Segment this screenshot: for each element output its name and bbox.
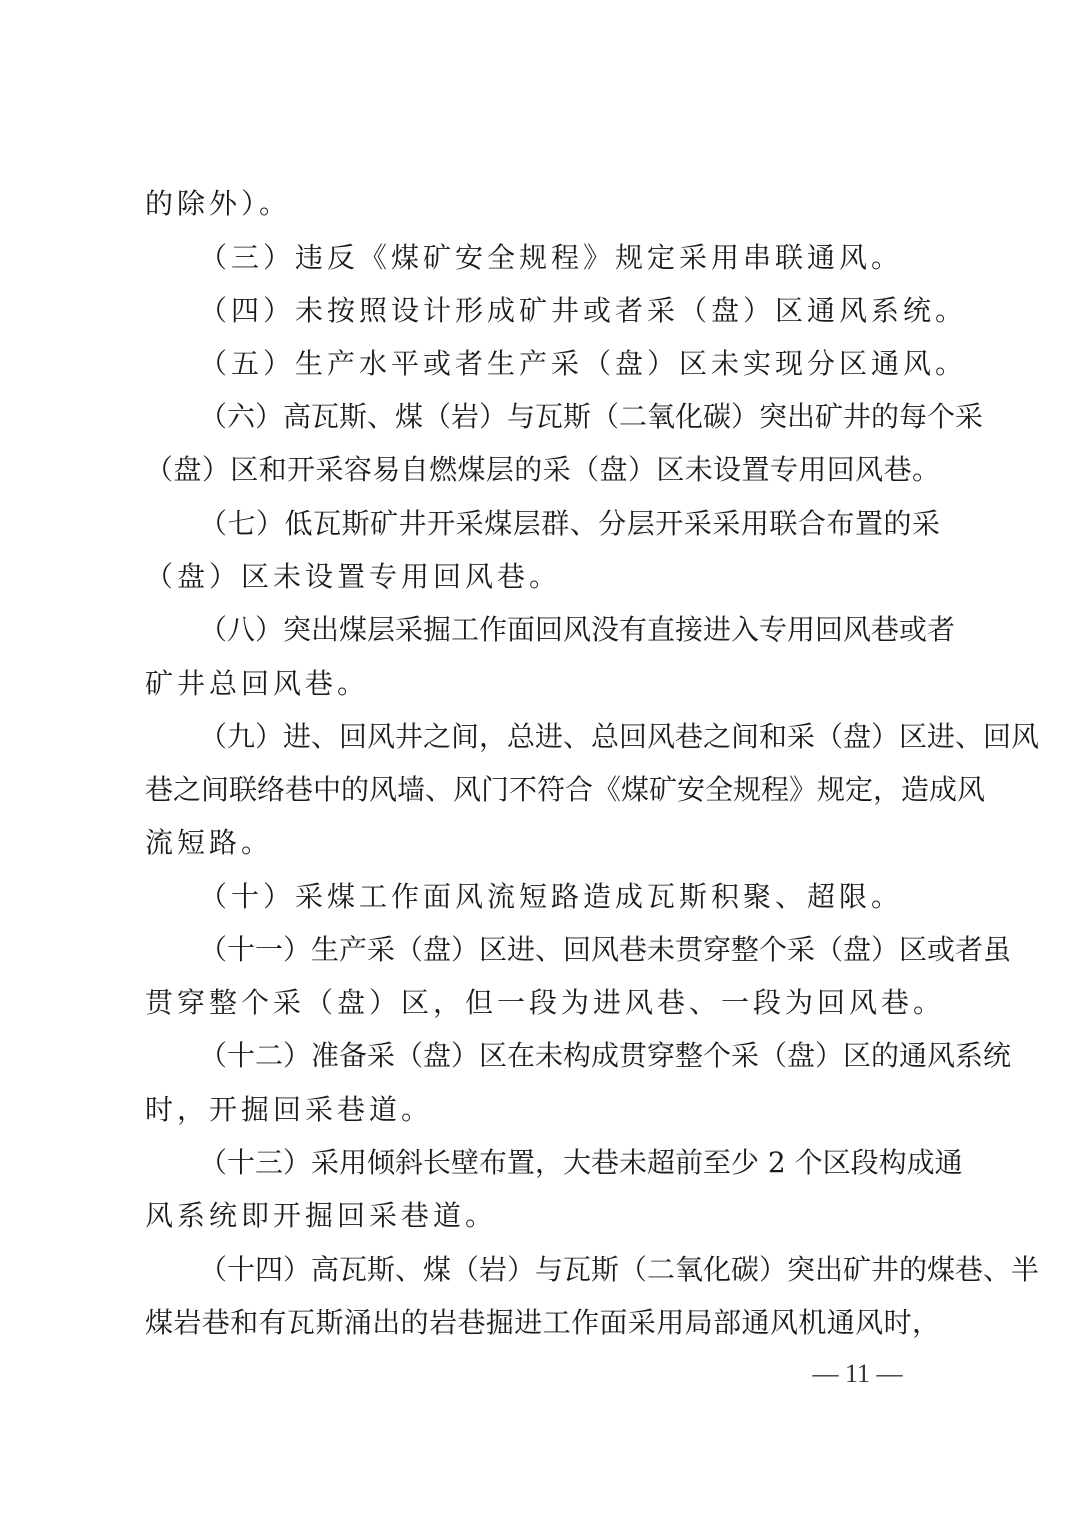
- page-number: — 11 —: [812, 1359, 903, 1388]
- text-line: （盘）区和开采容易自燃煤层的采（盘）区未设置专用回风巷。: [145, 453, 940, 486]
- text-line: 时，开掘回采巷道。: [145, 1093, 434, 1126]
- text-line: 风系统即开掘回采巷道。: [145, 1199, 498, 1232]
- text-line: 的除外）。: [145, 187, 292, 220]
- text-line: （十一）生产采（盘）区进、回风巷未贯穿整个采（盘）区或者虽: [199, 933, 1012, 966]
- text-line: （六）高瓦斯、煤（岩）与瓦斯（二氧化碳）突出矿井的每个采: [199, 400, 984, 433]
- text-line: （盘）区未设置专用回风巷。: [145, 560, 562, 593]
- text-line: （三）违反《煤矿安全规程》规定采用串联通风。: [199, 241, 904, 274]
- text-line: （十三）采用倾斜长壁布置，大巷未超前至少 2 个区段构成通: [199, 1146, 963, 1179]
- text-line: （十四）高瓦斯、煤（岩）与瓦斯（二氧化碳）突出矿井的煤巷、半: [199, 1253, 1040, 1286]
- text-line: （四）未按照设计形成矿井或者采（盘）区通风系统。: [199, 294, 968, 327]
- text-line: 巷之间联络巷中的风墙、风门不符合《煤矿安全规程》规定，造成风: [145, 773, 986, 806]
- text-line: 流短路。: [145, 826, 274, 859]
- text-line: （九）进、回风井之间，总进、总回风巷之间和采（盘）区进、回风: [199, 720, 1040, 753]
- text-line: （十）采煤工作面风流短路造成瓦斯积聚、超限。: [199, 880, 904, 913]
- text-line: 贯穿整个采（盘）区，但一段为进风巷、一段为回风巷。: [145, 986, 946, 1019]
- text-line: 矿井总回风巷。: [145, 667, 370, 700]
- text-line: 煤岩巷和有瓦斯涌出的岩巷掘进工作面采用局部通风机通风时，: [145, 1306, 940, 1339]
- text-line: （十二）准备采（盘）区在未构成贯穿整个采（盘）区的通风系统: [199, 1039, 1012, 1072]
- text-line: （七）低瓦斯矿井开采煤层群、分层开采采用联合布置的采: [199, 507, 940, 540]
- text-line: （五）生产水平或者生产采（盘）区未实现分区通风。: [199, 347, 968, 380]
- text-line: （八）突出煤层采掘工作面回风没有直接进入专用回风巷或者: [199, 613, 956, 646]
